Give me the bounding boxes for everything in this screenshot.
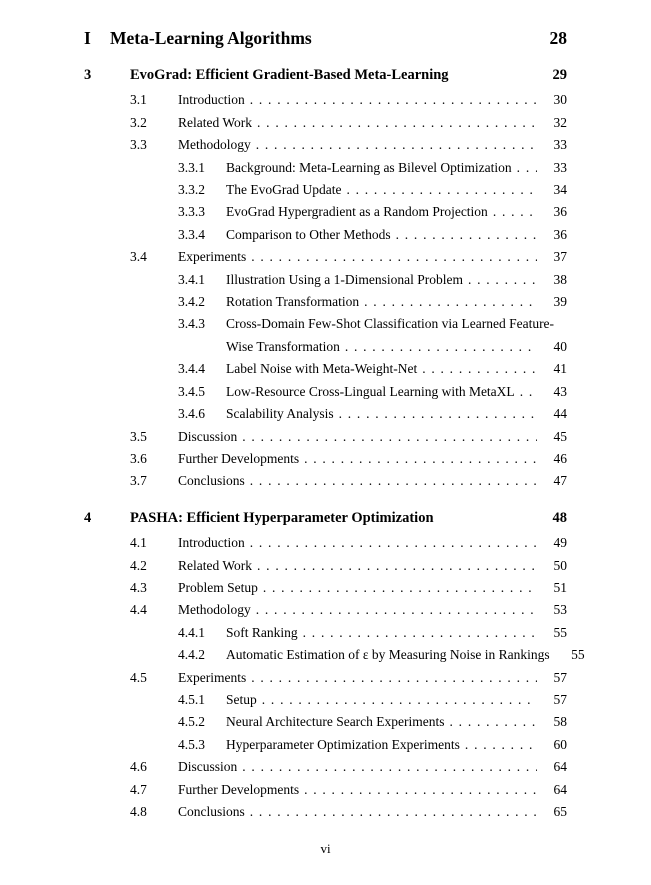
dot-leader [250, 532, 537, 554]
subsection-entry[interactable] [178, 403, 567, 425]
entry-title: Hyperparameter Optimization Experiments [226, 736, 460, 752]
subsection-entry[interactable] [178, 644, 585, 666]
dot-leader [493, 201, 537, 223]
entry-number: 3.4 [130, 249, 147, 265]
entry-page-number: 33 [553, 159, 567, 175]
entry-page-number: 47 [553, 473, 567, 489]
entry-page-number: 30 [553, 92, 567, 108]
section-entry[interactable] [130, 779, 567, 801]
entry-page-number: 50 [553, 557, 567, 573]
entry-number: 4.4.2 [178, 647, 205, 663]
subsection-entry[interactable] [178, 201, 567, 223]
subsection-entry[interactable] [178, 179, 567, 201]
entry-number: 4.8 [130, 804, 147, 819]
entry-page-number: 57 [553, 691, 567, 707]
entry-page-number: 45 [553, 428, 567, 444]
dot-leader [450, 711, 537, 733]
entry-page-number: 40 [553, 338, 567, 354]
entry-page-number: 34 [553, 182, 567, 198]
chapter-entry[interactable] [84, 507, 567, 529]
chapter-title: EvoGrad: Efficient Gradient-Based Meta-Learning [130, 67, 449, 83]
entry-title: Comparison to Other Methods [226, 226, 391, 242]
entry-number: 4.3 [130, 579, 147, 595]
dot-leader [304, 779, 537, 801]
entry-page-number: 49 [553, 535, 567, 551]
entry-page-number: 37 [553, 249, 567, 265]
dot-leader [303, 622, 537, 644]
entry-number: 3.5 [130, 428, 147, 444]
subsection-entry[interactable] [178, 291, 567, 313]
dot-leader [468, 269, 537, 291]
section-entry[interactable] [130, 426, 567, 448]
entry-title: Setup [226, 691, 257, 707]
dot-leader [242, 756, 537, 778]
section-entry[interactable] [130, 801, 567, 823]
entry-number: 3.3.2 [178, 182, 205, 198]
entry-page-number: 36 [553, 204, 567, 220]
entry-number: 3.4.4 [178, 361, 205, 377]
subsection-entry-continuation[interactable] [226, 336, 567, 358]
entry-title: Further Developments [178, 450, 300, 466]
entry-title: Experiments [178, 669, 247, 685]
section-entry[interactable] [130, 667, 567, 689]
dot-leader [250, 801, 537, 823]
entry-page-number: 32 [553, 114, 567, 130]
entry-number: 3.7 [130, 473, 147, 489]
entry-title: Discussion [178, 759, 238, 775]
entry-page-number: 55 [571, 647, 585, 663]
entry-number: 3.3.1 [178, 159, 205, 175]
entry-page-number: 58 [553, 714, 567, 730]
entry-title: Conclusions [178, 473, 245, 489]
subsection-entry[interactable] [178, 711, 567, 733]
entry-page-number: 39 [553, 294, 567, 310]
entry-page-number: 57 [553, 669, 567, 685]
dot-leader [520, 381, 537, 403]
entry-title: Further Developments [178, 781, 300, 797]
subsection-entry[interactable] [178, 157, 567, 179]
entry-title: Automatic Estimation of ε by Measuring Noise in Rankings [226, 647, 550, 663]
entry-title: Low-Resource Cross-Lingual Learning with MetaXL [226, 383, 515, 399]
dot-leader [251, 667, 537, 689]
section-entry[interactable] [130, 89, 567, 111]
entry-title: Introduction [178, 92, 245, 108]
dot-leader [465, 734, 537, 756]
entry-number: 3.4.1 [178, 271, 205, 287]
part-page-number: 28 [549, 28, 567, 48]
entry-number: 3.4.6 [178, 406, 205, 422]
dot-leader [250, 89, 537, 111]
part-title: Meta-Learning Algorithms [110, 28, 312, 48]
entry-number: 3.1 [130, 92, 147, 108]
dot-leader [256, 134, 537, 156]
subsection-entry[interactable] [178, 358, 567, 380]
section-entry[interactable] [130, 112, 567, 134]
entry-number: 4.7 [130, 781, 147, 797]
entry-page-number: 51 [553, 579, 567, 595]
entry-page-number: 60 [553, 736, 567, 752]
entry-number: 3.6 [130, 450, 147, 466]
entry-title-continued: Wise Transformation [226, 338, 340, 354]
entry-number: 4.6 [130, 759, 147, 775]
subsection-entry[interactable] [178, 622, 567, 644]
chapter-page-number: 48 [552, 509, 567, 526]
entry-page-number: 46 [553, 450, 567, 466]
dot-leader [304, 448, 537, 470]
entry-title: Conclusions [178, 804, 245, 819]
entry-number: 3.4.2 [178, 294, 205, 310]
entry-title: Related Work [178, 557, 253, 573]
chapter-entry[interactable] [84, 64, 567, 86]
section-entry[interactable] [130, 246, 567, 268]
entry-number: 3.3 [130, 137, 147, 153]
entry-title: Label Noise with Meta-Weight-Net [226, 361, 418, 377]
entry-title: Methodology [178, 137, 251, 153]
dot-leader [242, 426, 537, 448]
entry-number: 4.2 [130, 557, 147, 573]
entry-number: 4.1 [130, 535, 147, 551]
dot-leader [262, 689, 537, 711]
entry-page-number: 36 [553, 226, 567, 242]
entry-number: 3.4.3 [178, 316, 205, 332]
chapter-page-number: 29 [552, 67, 567, 83]
section-entry[interactable] [130, 532, 567, 554]
dot-leader [396, 224, 537, 246]
entry-page-number: 64 [553, 781, 567, 797]
entry-title: Discussion [178, 428, 238, 444]
entry-number: 3.3.3 [178, 204, 205, 220]
subsection-entry[interactable] [178, 313, 567, 335]
entry-page-number: 65 [553, 804, 567, 819]
part-number: I [84, 28, 91, 48]
entry-title: Neural Architecture Search Experiments [226, 714, 445, 730]
entry-number: 4.5.2 [178, 714, 205, 730]
entry-page-number: 43 [553, 383, 567, 399]
subsection-entry[interactable] [178, 224, 567, 246]
dot-leader [422, 358, 537, 380]
section-entry[interactable] [130, 134, 567, 156]
dot-leader [517, 157, 537, 179]
chapter-title: PASHA: Efficient Hyperparameter Optimization [130, 509, 434, 526]
entry-title: Illustration Using a 1-Dimensional Problem [226, 271, 463, 287]
entry-title: Problem Setup [178, 579, 258, 595]
entry-number: 3.2 [130, 114, 147, 130]
entry-number: 3.4.5 [178, 383, 205, 399]
section-entry[interactable] [130, 577, 567, 599]
dot-leader [345, 336, 537, 358]
entry-title: Scalability Analysis [226, 406, 334, 422]
part-heading[interactable] [84, 26, 567, 50]
entry-number: 4.5.1 [178, 691, 205, 707]
section-entry[interactable] [130, 756, 567, 778]
entry-title: EvoGrad Hypergradient as a Random Projection [226, 204, 488, 220]
entry-page-number: 33 [553, 137, 567, 153]
entry-title: Cross-Domain Few-Shot Classification via Learned Feature- [226, 316, 555, 332]
entry-title: Soft Ranking [226, 624, 298, 640]
toc-entries-container [84, 64, 585, 823]
entry-number: 4.4 [130, 602, 147, 618]
dot-leader [257, 112, 537, 134]
dot-leader [250, 470, 537, 492]
entry-title: The EvoGrad Update [226, 182, 342, 198]
entry-number: 4.5.3 [178, 736, 205, 752]
entry-title: Background: Meta-Learning as Bilevel Optimization [226, 159, 512, 175]
entry-number: 3.3.4 [178, 226, 205, 242]
entry-title: Experiments [178, 249, 247, 265]
section-entry[interactable] [130, 599, 567, 621]
dot-leader [346, 179, 537, 201]
section-entry[interactable] [130, 470, 567, 492]
dot-leader [257, 555, 537, 577]
page-footer: vi [320, 841, 331, 856]
chapter-number: 3 [84, 67, 92, 83]
entry-page-number: 53 [553, 602, 567, 618]
chapter-number: 4 [84, 509, 92, 526]
entry-page-number: 41 [553, 361, 567, 377]
entry-title: Methodology [178, 602, 251, 618]
entry-number: 4.4.1 [178, 624, 205, 640]
subsection-entry[interactable] [178, 689, 567, 711]
section-entry[interactable] [130, 555, 567, 577]
dot-leader [364, 291, 537, 313]
entry-page-number: 38 [553, 271, 567, 287]
subsection-entry[interactable] [178, 381, 567, 403]
dot-leader [256, 599, 537, 621]
dot-leader [263, 577, 537, 599]
entry-title: Related Work [178, 114, 253, 130]
entry-page-number: 44 [553, 406, 567, 422]
dot-leader [251, 246, 537, 268]
subsection-entry[interactable] [178, 269, 567, 291]
section-entry[interactable] [130, 448, 567, 470]
entry-title: Introduction [178, 535, 245, 551]
entry-title: Rotation Transformation [226, 294, 360, 310]
entry-number: 4.5 [130, 669, 147, 685]
subsection-entry[interactable] [178, 734, 567, 756]
entry-page-number: 64 [553, 759, 567, 775]
entry-page-number: 55 [553, 624, 567, 640]
dot-leader [339, 403, 537, 425]
